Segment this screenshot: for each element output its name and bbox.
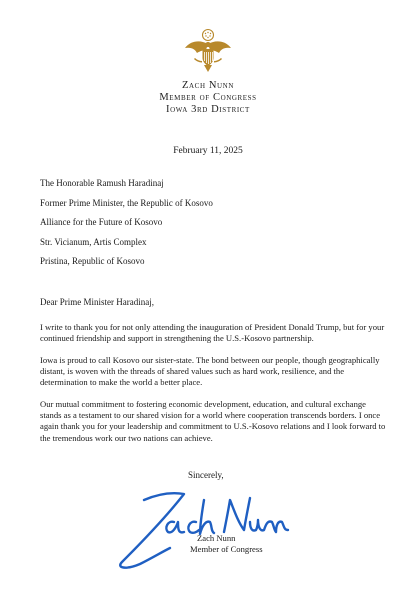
- letterhead: [0, 80, 416, 116]
- body-paragraph: Iowa is proud to call Kosovo our sister-state. The bond between our people, though geographically distant, is woven with the threads of shared values such as hard work, resilience, and the determination to make the world a better place.: [40, 354, 380, 388]
- address-line: Alliance for the Future of Kosovo: [40, 217, 163, 227]
- address-line: Str. Vicianum, Artis Complex: [40, 236, 147, 247]
- salutation: Dear Prime Minister Haradinaj,: [40, 297, 154, 307]
- address-line: Former Prime Minister, the Republic of Kosovo: [40, 197, 213, 208]
- body-paragraph: I write to thank you for not only attending the inauguration of President Donald Trump, but for your continued friendship and support in strengthening the U.S.-Kosovo partnership.: [40, 322, 385, 344]
- letterhead-title: Member of Congress: [159, 92, 257, 103]
- eagle-seal-icon: [183, 28, 233, 76]
- address-line: The Honorable Ramush Haradinaj: [40, 178, 164, 188]
- closing: Sincerely,: [188, 470, 224, 480]
- address-line: Pristina, Republic of Kosovo: [40, 256, 145, 266]
- signer-name: Zach Nunn: [197, 533, 236, 543]
- letter-date: February 11, 2025: [173, 146, 243, 156]
- letterhead-district: Iowa 3rd District: [166, 104, 250, 115]
- body-paragraph: Our mutual commitment to fostering economic development, education, and cultural exchange stands as a testament to our shared vision for a world where cooperation transcends borders. I once again thank you for your leadership and commitment to U.S.-Kosovo relations and I look forward to the tremendous work our two nations can achieve.: [40, 399, 386, 443]
- letter-body: [40, 322, 386, 454]
- letterhead-name: Zach Nunn: [182, 80, 234, 91]
- recipient-address: [40, 178, 213, 276]
- signer-title: Member of Congress: [190, 544, 263, 554]
- handwritten-signature: [100, 478, 290, 574]
